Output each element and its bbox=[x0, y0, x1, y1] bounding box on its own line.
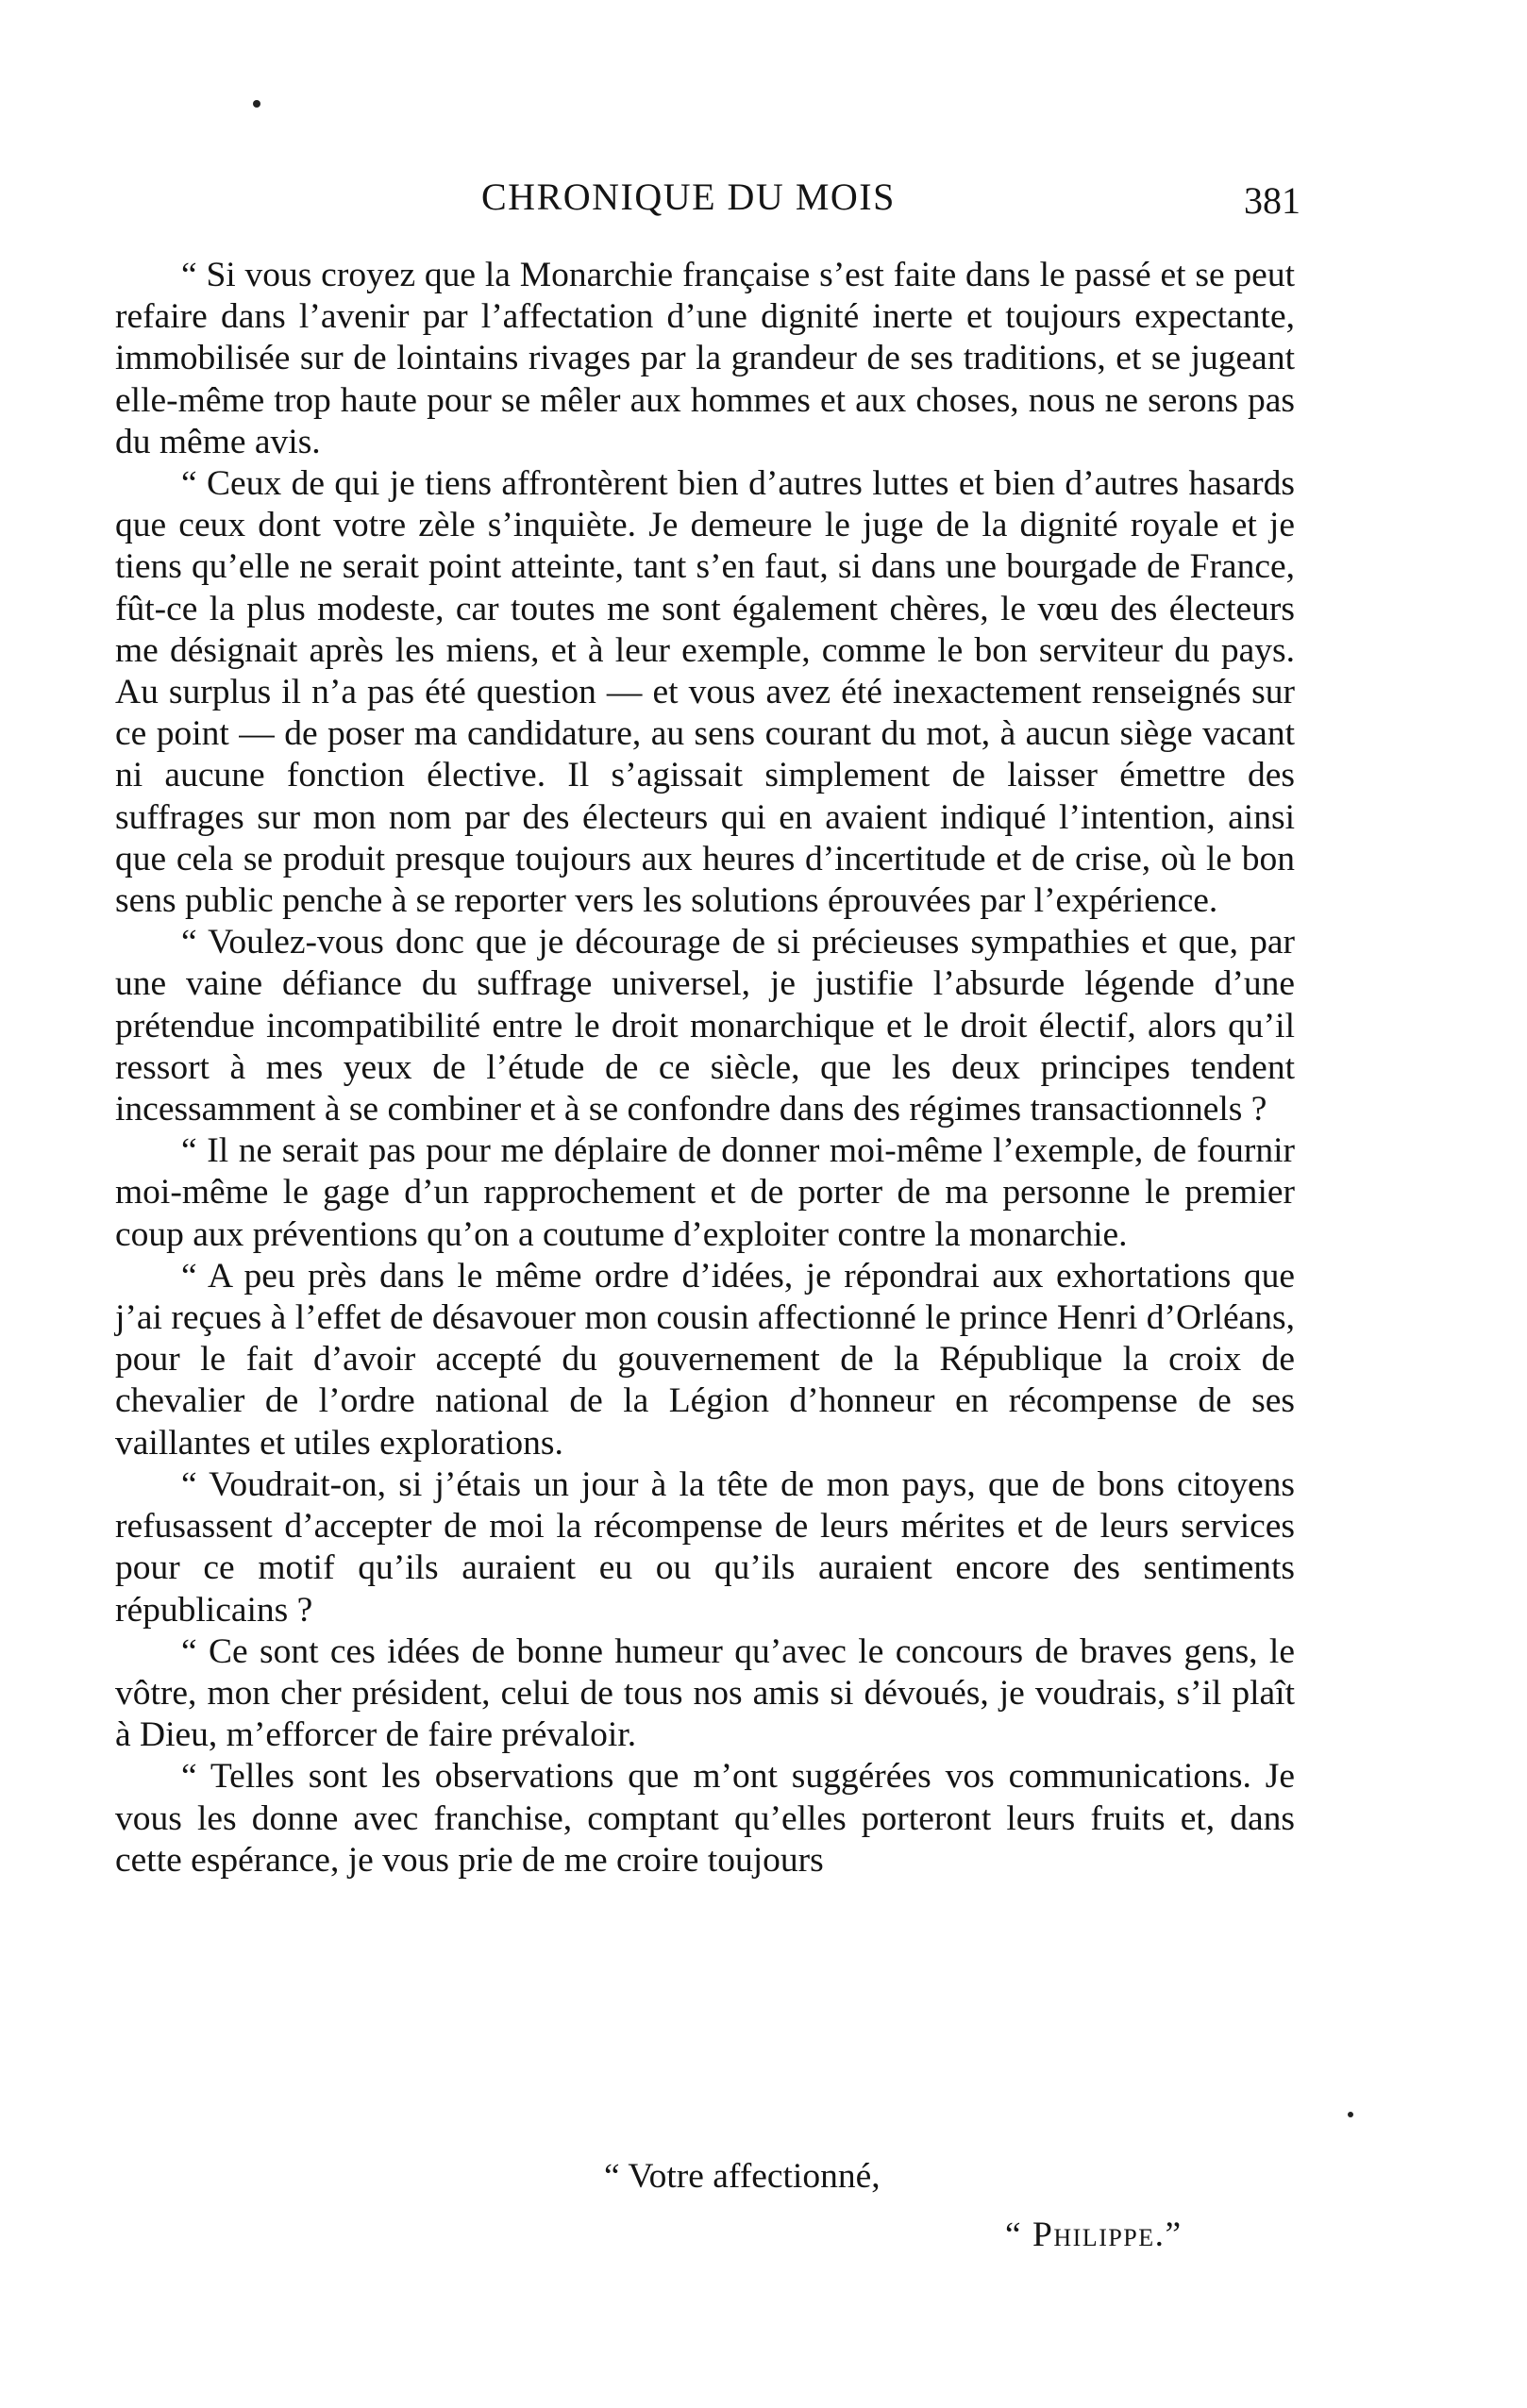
print-speck-right bbox=[1348, 2112, 1353, 2117]
valediction: “ Votre affectionné, bbox=[604, 2157, 881, 2196]
paragraph: “ Voulez-vous donc que je décourage de si précieuses sympathies et que, par une vaine défiance du suffrage universel, je justifie l’absurde légende d’une prétendue incompatibilité entre le droit monarchique et le droit électif, alors qu’il ressort à mes yeux de l’étude de ce siècle, que les deux principes tendent incessamment à se combiner et à se confondre dans des régimes transactionnels ? bbox=[115, 923, 1295, 1129]
signature: “ Philippe.” bbox=[1005, 2216, 1183, 2254]
running-title: CHRONIQUE DU MOIS bbox=[481, 176, 896, 218]
letter-body bbox=[115, 255, 1295, 1881]
paragraph: “ Ceux de qui je tiens affrontèrent bien d’autres luttes et bien d’autres hasards que ceux dont votre zèle s’inquiète. Je demeure le juge de la dignité royale et je tiens qu’elle ne serait point atteinte, tant s’en faut, si dans une bourgade de France, fût-ce la plus modeste, car toutes me sont également chères, le vœu des électeurs me désignait après les miens, et à leur exemple, comme le bon serviteur du pays. Au surplus il n’a pas été question — et vous avez été inexactement renseignés sur ce point — de poser ma candidature, au sens courant du mot, à aucun siège vacant ni aucune fonction élective. Il s’agissait simplement de laisser émettre des suffrages sur mon nom par des électeurs qui en avaient indiqué l’intention, ainsi que cela se produit presque toujours aux heures d’incertitude et de crise, où le bon sens public penche à se reporter vers les solutions éprouvées par l’expérience. bbox=[115, 464, 1295, 921]
paragraph: “ Voudrait-on, si j’étais un jour à la tête de mon pays, que de bons citoyens refusassent d’accepter de moi la récompense de leurs mérites et de leurs services pour ce motif qu’ils auraient eu ou qu’ils auraient encore des sentiments républicains ? bbox=[115, 1464, 1295, 1630]
paragraph: “ Telles sont les observations que m’ont suggérées vos communications. Je vous les donne avec franchise, comptant qu’elles porteront leurs fruits et, dans cette espérance, je vous prie de me croire toujours bbox=[115, 1757, 1295, 1880]
page-number: 381 bbox=[1244, 179, 1300, 222]
paragraph: “ A peu près dans le même ordre d’idées, je répondrai aux exhortations que j’ai reçues à l’effet de désavouer mon cousin affectionné le prince Henri d’Orléans, pour le fait d’avoir accepté du gouvernement de la République la croix de chevalier de l’ordre national de la Légion d’honneur en récompense de ses vaillantes et utiles explorations. bbox=[115, 1256, 1295, 1463]
page-header bbox=[0, 175, 1527, 231]
letter-closing bbox=[0, 2156, 1527, 2279]
print-speck-top bbox=[253, 100, 260, 108]
paragraph: “ Il ne serait pas pour me déplaire de donner moi-même l’exemple, de fournir moi-même le gage d’un rapprochement et de porter de ma personne le premier coup aux préventions qu’on a coutume d’exploiter contre la monarchie. bbox=[115, 1131, 1295, 1254]
paragraph: “ Si vous croyez que la Monarchie française s’est faite dans le passé et se peut refaire dans l’avenir par l’affectation d’une dignité inerte et toujours expectante, immobilisée sur de lointains rivages par la grandeur de ses traditions, et se jugeant elle-même trop haute pour se mêler aux hommes et aux choses, nous ne serons pas du même avis. bbox=[115, 256, 1295, 461]
paragraph: “ Ce sont ces idées de bonne humeur qu’avec le concours de braves gens, le vôtre, mon cher président, celui de tous nos amis si dévoués, je voudrais, s’il plaît à Dieu, m’efforcer de faire prévaloir. bbox=[115, 1631, 1295, 1755]
